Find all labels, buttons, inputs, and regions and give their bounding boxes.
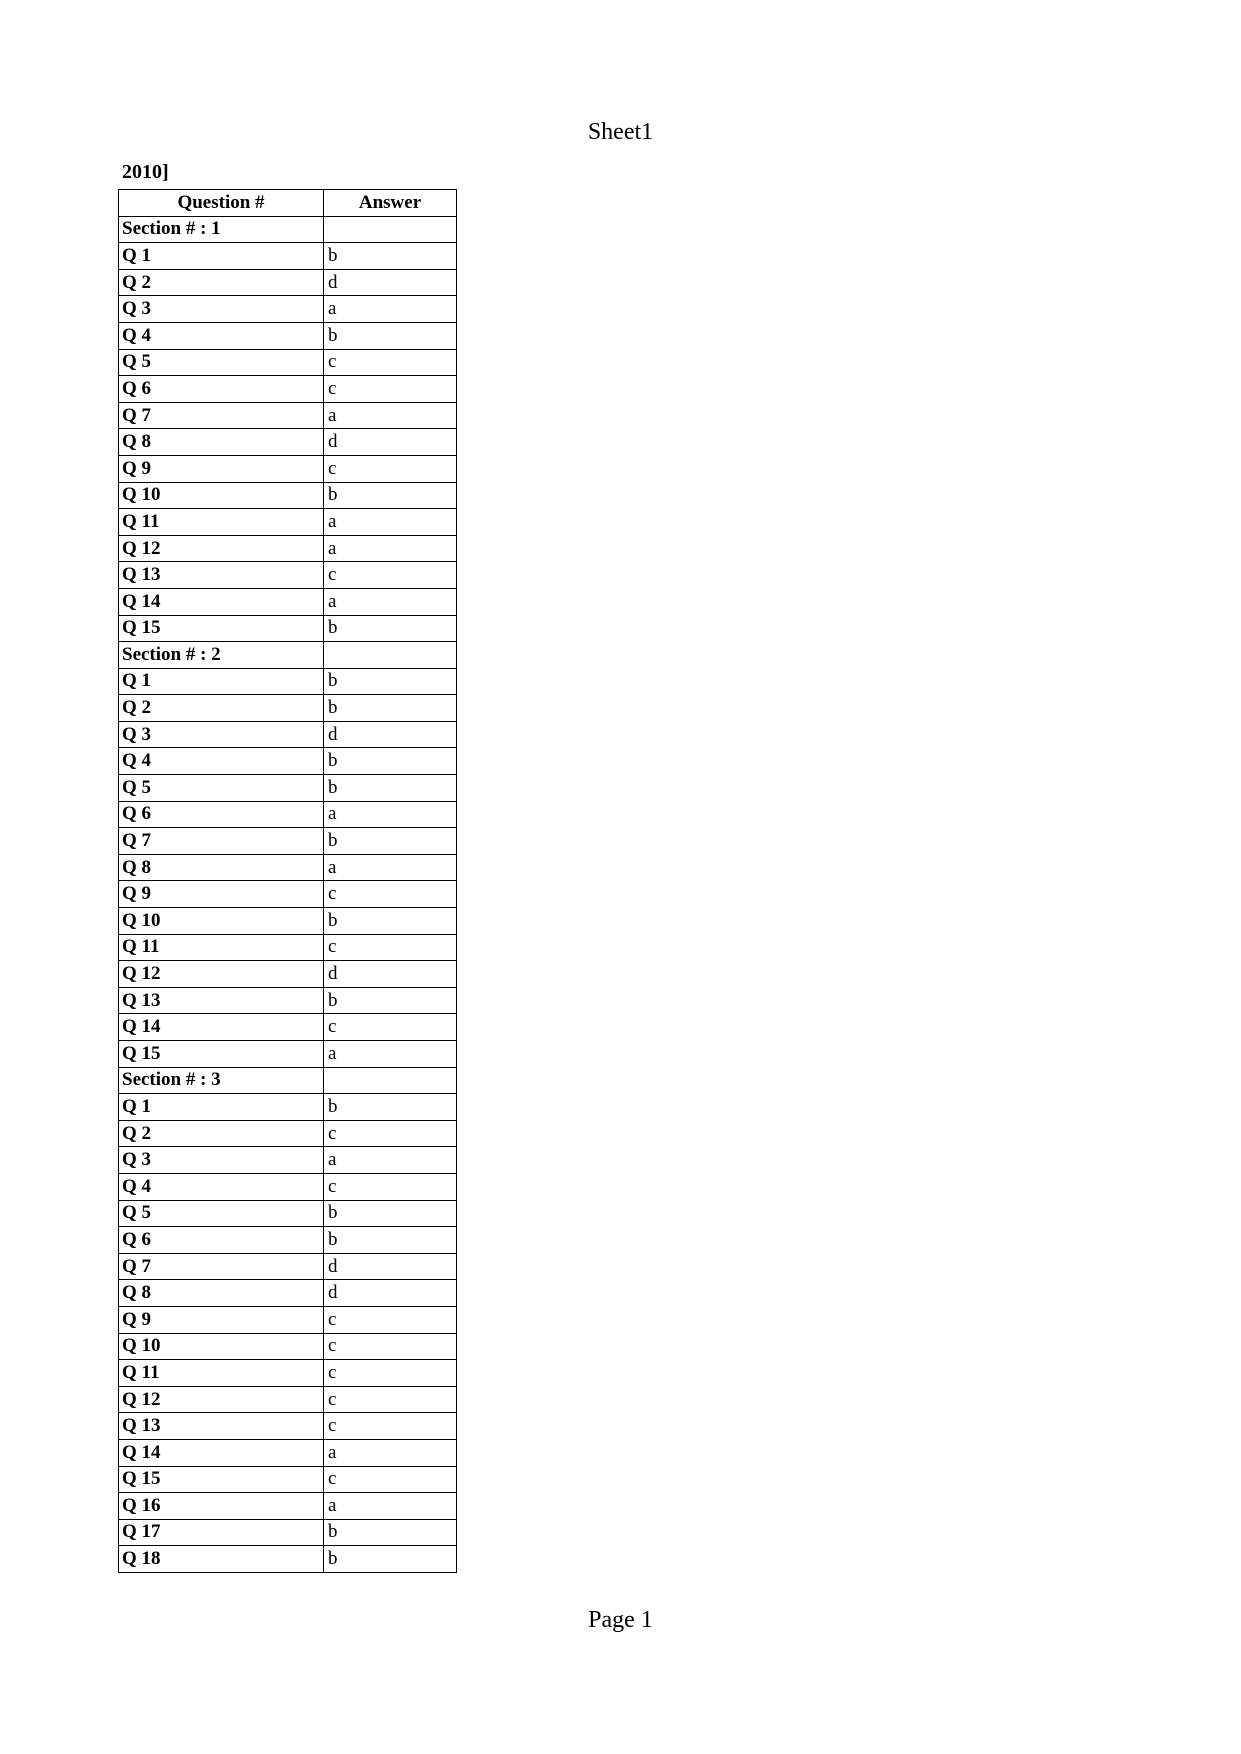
question-label: Q 14 bbox=[119, 1439, 324, 1466]
answer-cell: c bbox=[324, 934, 457, 961]
question-label: Q 6 bbox=[119, 376, 324, 403]
table-row bbox=[119, 1360, 457, 1387]
answer-cell: d bbox=[324, 721, 457, 748]
answer-cell: c bbox=[324, 376, 457, 403]
table-row bbox=[119, 615, 457, 642]
column-header-question: Question # bbox=[119, 190, 324, 217]
question-label: Q 1 bbox=[119, 243, 324, 270]
question-label: Q 3 bbox=[119, 296, 324, 323]
table-row bbox=[119, 961, 457, 988]
answer-cell: b bbox=[324, 668, 457, 695]
table-row bbox=[119, 1014, 457, 1041]
question-label: Q 4 bbox=[119, 748, 324, 775]
question-label: Q 9 bbox=[119, 455, 324, 482]
answer-cell: a bbox=[324, 1041, 457, 1068]
question-label: Q 1 bbox=[119, 668, 324, 695]
table-row bbox=[119, 1519, 457, 1546]
answer-cell: b bbox=[324, 482, 457, 509]
question-label: Q 6 bbox=[119, 801, 324, 828]
question-label: Q 12 bbox=[119, 535, 324, 562]
table-row bbox=[119, 1041, 457, 1068]
answer-cell: c bbox=[324, 1466, 457, 1493]
answer-cell: c bbox=[324, 1386, 457, 1413]
answer-cell: a bbox=[324, 801, 457, 828]
table-row bbox=[119, 349, 457, 376]
answer-cell: a bbox=[324, 1147, 457, 1174]
answer-cell: a bbox=[324, 1493, 457, 1520]
answer-cell: b bbox=[324, 695, 457, 722]
question-label: Q 7 bbox=[119, 1253, 324, 1280]
question-label: Q 9 bbox=[119, 881, 324, 908]
question-label: Q 7 bbox=[119, 828, 324, 855]
table-row bbox=[119, 296, 457, 323]
question-label: Q 2 bbox=[119, 695, 324, 722]
answer-cell: a bbox=[324, 854, 457, 881]
answer-cell: a bbox=[324, 402, 457, 429]
question-label: Q 1 bbox=[119, 1094, 324, 1121]
question-label: Q 12 bbox=[119, 961, 324, 988]
answer-cell: a bbox=[324, 296, 457, 323]
answer-cell: c bbox=[324, 562, 457, 589]
answer-cell: d bbox=[324, 429, 457, 456]
question-label: Q 7 bbox=[119, 402, 324, 429]
table-row bbox=[119, 1200, 457, 1227]
answer-cell: b bbox=[324, 1227, 457, 1254]
answer-cell: b bbox=[324, 1519, 457, 1546]
question-label: Q 11 bbox=[119, 934, 324, 961]
question-label: Q 3 bbox=[119, 721, 324, 748]
answer-cell: a bbox=[324, 535, 457, 562]
table-row bbox=[119, 1333, 457, 1360]
answer-cell: c bbox=[324, 1120, 457, 1147]
sheet-caption: 2010] bbox=[122, 161, 169, 183]
answer-cell: b bbox=[324, 322, 457, 349]
table-row bbox=[119, 562, 457, 589]
question-label: Q 17 bbox=[119, 1519, 324, 1546]
page-footer: Page 1 bbox=[588, 1607, 653, 1633]
table-row bbox=[119, 1386, 457, 1413]
answer-cell: c bbox=[324, 1360, 457, 1387]
table-row bbox=[119, 455, 457, 482]
table-row bbox=[119, 748, 457, 775]
table-row bbox=[119, 376, 457, 403]
answer-cell: b bbox=[324, 1200, 457, 1227]
table-row bbox=[119, 881, 457, 908]
question-label: Q 11 bbox=[119, 509, 324, 536]
table-row bbox=[119, 1413, 457, 1440]
answer-cell bbox=[324, 1067, 457, 1094]
question-label: Q 15 bbox=[119, 615, 324, 642]
answer-cell: b bbox=[324, 908, 457, 935]
table-row bbox=[119, 801, 457, 828]
table-row bbox=[119, 535, 457, 562]
table-row bbox=[119, 1546, 457, 1573]
table-row bbox=[119, 243, 457, 270]
table-row bbox=[119, 509, 457, 536]
section-label: Section # : 1 bbox=[119, 216, 324, 243]
question-label: Q 16 bbox=[119, 1493, 324, 1520]
table-row bbox=[119, 934, 457, 961]
question-label: Q 5 bbox=[119, 775, 324, 802]
answer-cell: d bbox=[324, 269, 457, 296]
answer-cell: a bbox=[324, 509, 457, 536]
answer-cell: a bbox=[324, 1439, 457, 1466]
question-label: Q 13 bbox=[119, 987, 324, 1014]
table-row bbox=[119, 1147, 457, 1174]
section-header-row bbox=[119, 642, 457, 669]
table-row bbox=[119, 429, 457, 456]
table-row bbox=[119, 1173, 457, 1200]
answer-key-table bbox=[118, 189, 457, 1573]
answer-cell: c bbox=[324, 1413, 457, 1440]
section-header-row bbox=[119, 1067, 457, 1094]
question-label: Q 12 bbox=[119, 1386, 324, 1413]
table-row bbox=[119, 721, 457, 748]
table-row bbox=[119, 828, 457, 855]
table-row bbox=[119, 987, 457, 1014]
question-label: Q 2 bbox=[119, 1120, 324, 1147]
question-label: Q 9 bbox=[119, 1306, 324, 1333]
question-label: Q 4 bbox=[119, 1173, 324, 1200]
question-label: Q 10 bbox=[119, 482, 324, 509]
table-row bbox=[119, 1120, 457, 1147]
table-row bbox=[119, 322, 457, 349]
answer-cell: c bbox=[324, 1306, 457, 1333]
table-header-row bbox=[119, 190, 457, 217]
table-row bbox=[119, 908, 457, 935]
question-label: Q 13 bbox=[119, 1413, 324, 1440]
answer-cell bbox=[324, 216, 457, 243]
table-row bbox=[119, 1280, 457, 1307]
question-label: Q 3 bbox=[119, 1147, 324, 1174]
question-label: Q 2 bbox=[119, 269, 324, 296]
question-label: Q 5 bbox=[119, 1200, 324, 1227]
section-header-row bbox=[119, 216, 457, 243]
answer-cell: b bbox=[324, 828, 457, 855]
question-label: Q 8 bbox=[119, 854, 324, 881]
answer-cell: c bbox=[324, 881, 457, 908]
column-header-answer: Answer bbox=[324, 190, 457, 217]
question-label: Q 6 bbox=[119, 1227, 324, 1254]
question-label: Q 10 bbox=[119, 1333, 324, 1360]
question-label: Q 4 bbox=[119, 322, 324, 349]
question-label: Q 10 bbox=[119, 908, 324, 935]
question-label: Q 13 bbox=[119, 562, 324, 589]
answer-cell: d bbox=[324, 1280, 457, 1307]
table-row bbox=[119, 1094, 457, 1121]
answer-cell: b bbox=[324, 987, 457, 1014]
question-label: Q 5 bbox=[119, 349, 324, 376]
table-row bbox=[119, 695, 457, 722]
table-row bbox=[119, 1466, 457, 1493]
question-label: Q 14 bbox=[119, 1014, 324, 1041]
table-row bbox=[119, 1253, 457, 1280]
table-row bbox=[119, 269, 457, 296]
table-body bbox=[119, 216, 457, 1572]
answer-cell: c bbox=[324, 349, 457, 376]
answer-cell: c bbox=[324, 1333, 457, 1360]
table-row bbox=[119, 1227, 457, 1254]
answer-cell: a bbox=[324, 588, 457, 615]
table-row bbox=[119, 402, 457, 429]
answer-cell: c bbox=[324, 1173, 457, 1200]
table-row bbox=[119, 1306, 457, 1333]
answer-cell: b bbox=[324, 748, 457, 775]
table-row bbox=[119, 1493, 457, 1520]
question-label: Q 11 bbox=[119, 1360, 324, 1387]
answer-cell: b bbox=[324, 775, 457, 802]
answer-cell: b bbox=[324, 1094, 457, 1121]
answer-cell: c bbox=[324, 455, 457, 482]
question-label: Q 15 bbox=[119, 1466, 324, 1493]
question-label: Q 14 bbox=[119, 588, 324, 615]
table-row bbox=[119, 588, 457, 615]
question-label: Q 8 bbox=[119, 1280, 324, 1307]
question-label: Q 8 bbox=[119, 429, 324, 456]
question-label: Q 15 bbox=[119, 1041, 324, 1068]
answer-cell: b bbox=[324, 243, 457, 270]
question-label: Q 18 bbox=[119, 1546, 324, 1573]
answer-cell: b bbox=[324, 1546, 457, 1573]
sheet-title: Sheet1 bbox=[587, 119, 654, 145]
answer-cell: c bbox=[324, 1014, 457, 1041]
table-row bbox=[119, 668, 457, 695]
section-label: Section # : 2 bbox=[119, 642, 324, 669]
answer-cell bbox=[324, 642, 457, 669]
table-row bbox=[119, 775, 457, 802]
answer-cell: b bbox=[324, 615, 457, 642]
answer-cell: d bbox=[324, 961, 457, 988]
section-label: Section # : 3 bbox=[119, 1067, 324, 1094]
table-row bbox=[119, 482, 457, 509]
table-row bbox=[119, 1439, 457, 1466]
table-row bbox=[119, 854, 457, 881]
answer-cell: d bbox=[324, 1253, 457, 1280]
